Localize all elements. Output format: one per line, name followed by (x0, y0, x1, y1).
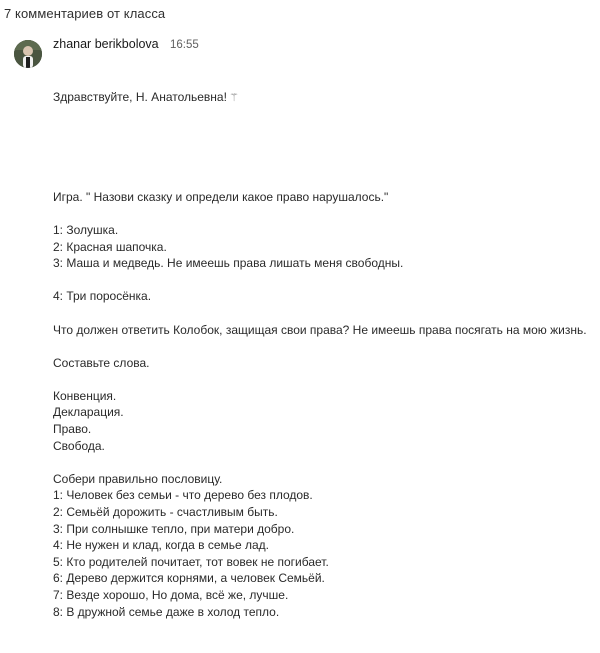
comment-line: 7: Везде хорошо, Но дома, всё же, лучше. (53, 588, 289, 602)
comment-line: Конвенция. (53, 388, 117, 403)
blank-line (53, 454, 600, 471)
greeting-line (53, 89, 600, 106)
comment-line: 6: Дерево держится корнями, а человек Семьёй. (53, 571, 325, 586)
comment-line: 8: В дружной семье даже в холод тепло. (53, 604, 280, 619)
comment-line: 2: Красная шапочка. (53, 239, 167, 254)
comment-line: 4: Не нужен и клад, когда в семье лад. (53, 538, 270, 553)
comment-line: Собери правильно пословицу. (53, 471, 223, 486)
blank-line (53, 205, 600, 222)
comment-line: 4: Три поросёнка. (53, 289, 152, 304)
comment-line: 5: Кто родителей почитает, тот вовек не погибает. (53, 554, 329, 569)
comment-line: 3: Маша и медведь. Не имеешь права лишать меня свободны. (53, 256, 404, 271)
blank-line (53, 305, 600, 322)
emoji-icon: ⚚ (228, 92, 239, 105)
comment-line: Составьте слова. (53, 355, 150, 370)
author-name[interactable]: zhanar berikbolova (53, 37, 159, 51)
blank-line (53, 371, 600, 388)
avatar-image (14, 40, 42, 68)
comments-count-header: 7 комментариев от класса (4, 6, 166, 21)
comment-line: 1: Золушка. (53, 222, 119, 237)
comment-line: 3: При солнышке тепло, при матери добро. (53, 521, 295, 536)
comment-line: Право. (53, 422, 92, 437)
greeting-text: Здравствуйте, Н. Анатольевна! (53, 90, 227, 105)
spacer (53, 139, 600, 156)
comment-body (53, 36, 600, 653)
comment-line: 1: Человек без семьи - что дерево без плодов. (53, 488, 313, 503)
comment-line: 2: Семьёй дорожить - счастливым быть. (53, 505, 278, 520)
comment-time: 16:55 (169, 39, 199, 51)
comment-line: Декларация. (53, 405, 124, 420)
comment-line: Игра. " Назови сказку и определи какое право нарушалось." (53, 189, 389, 204)
comment-lines (53, 189, 600, 620)
avatar[interactable] (14, 40, 42, 68)
comment-line: Свобода. (53, 438, 105, 453)
comment-meta (53, 36, 600, 52)
blank-line (53, 338, 600, 355)
comment-line: Что должен ответить Колобок, защищая свои права? Не имеешь права посягать на мою жизнь. (53, 322, 587, 337)
blank-line (53, 272, 600, 289)
comment-text (53, 56, 600, 653)
